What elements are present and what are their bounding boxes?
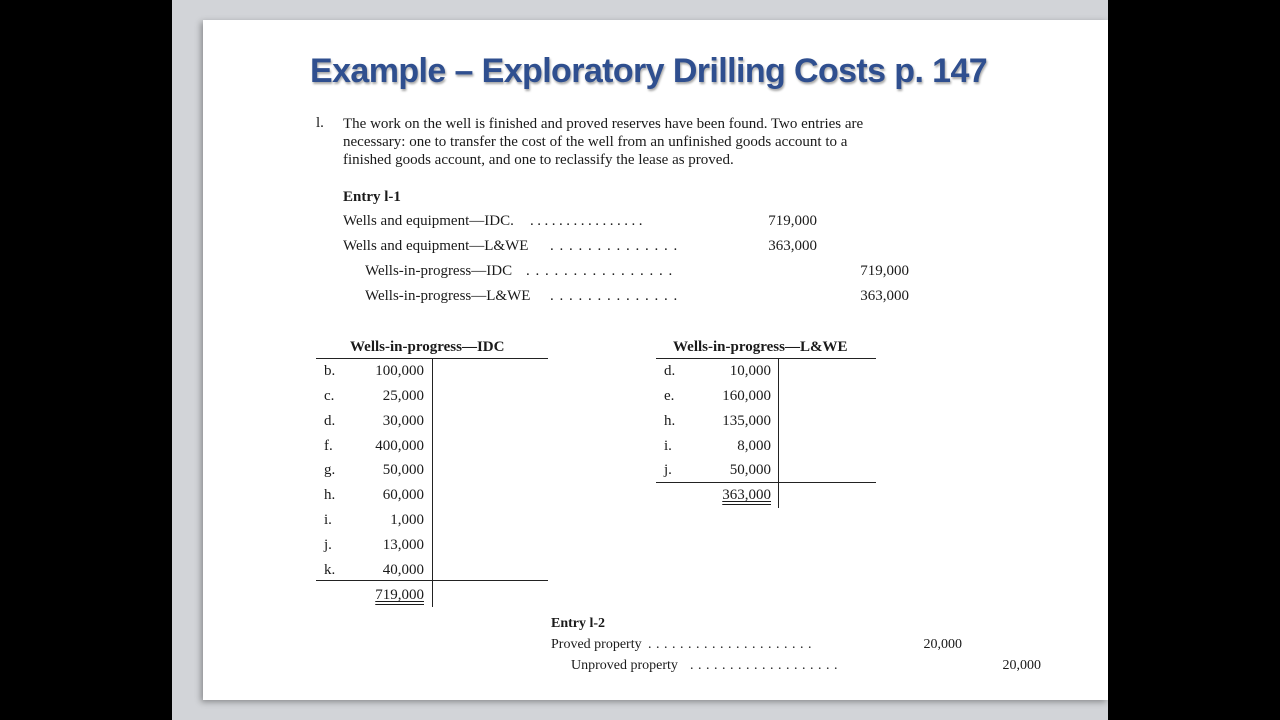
entry2-account-1: Proved property xyxy=(551,637,642,652)
entry1-leader-4: . . . . . . . . . . . . . . xyxy=(550,288,679,304)
entry1-leader-3: . . . . . . . . . . . . . . . . xyxy=(526,263,674,279)
t-idc-amount-3: 30,000 xyxy=(382,413,424,429)
t-lwe-label-3: h. xyxy=(664,413,676,429)
t-idc-label-6: h. xyxy=(324,487,336,503)
entry1-account-2: Wells and equipment—L&WE xyxy=(343,238,529,254)
t-lwe-total-rule xyxy=(656,482,876,483)
t-lwe-divider xyxy=(778,358,779,508)
t-idc-amount-8: 13,000 xyxy=(382,537,424,553)
t-idc-total: 719,000 xyxy=(375,587,424,603)
t-idc-divider xyxy=(432,358,433,607)
entry2-leader-2: . . . . . . . . . . . . . . . . . . . xyxy=(690,658,838,673)
entry1-debit-1: 719,000 xyxy=(768,213,817,229)
item-number: l. xyxy=(316,115,324,131)
t-idc-label-4: f. xyxy=(324,438,333,454)
t-lwe-top-rule xyxy=(656,358,876,359)
t-lwe-label-1: d. xyxy=(664,363,676,379)
entry2-leader-1: . . . . . . . . . . . . . . . . . . . . . xyxy=(648,637,812,652)
t-lwe-amount-1: 10,000 xyxy=(729,363,771,379)
t-lwe-amount-2: 160,000 xyxy=(722,388,771,404)
t-idc-label-3: d. xyxy=(324,413,336,429)
entry2-account-2: Unproved property xyxy=(571,658,678,673)
entry1-debit-2: 363,000 xyxy=(768,238,817,254)
t-idc-amount-6: 60,000 xyxy=(382,487,424,503)
entry1-account-1: Wells and equipment—IDC. xyxy=(343,213,514,229)
t-lwe-label-2: e. xyxy=(664,388,675,404)
t-lwe-amount-4: 8,000 xyxy=(737,438,771,454)
t-idc-label-8: j. xyxy=(324,537,332,553)
t-idc-total-rule xyxy=(316,580,548,581)
paragraph-line-2: necessary: one to transfer the cost of the well from an unfinished goods account to a xyxy=(343,134,848,150)
t-idc-title: Wells-in-progress—IDC xyxy=(350,339,505,355)
t-lwe-amount-3: 135,000 xyxy=(722,413,771,429)
entry1-leader-1: ................ xyxy=(530,213,646,229)
t-idc-label-2: c. xyxy=(324,388,335,404)
paragraph-line-1: The work on the well is finished and proved reserves have been found. Two entries are xyxy=(343,116,864,132)
t-lwe-amount-5: 50,000 xyxy=(729,462,771,478)
entry1-heading: Entry l-1 xyxy=(343,189,401,205)
entry2-heading: Entry l-2 xyxy=(551,616,606,631)
entry2-debit-1: 20,000 xyxy=(923,637,962,652)
t-lwe-total: 363,000 xyxy=(722,487,771,503)
t-idc-amount-9: 40,000 xyxy=(382,562,424,578)
t-idc-label-7: i. xyxy=(324,512,332,528)
entry1-leader-2: . . . . . . . . . . . . . . xyxy=(550,238,679,254)
slide-title: Example – Exploratory Drilling Costs p. 147 xyxy=(310,52,988,90)
t-idc-amount-7: 1,000 xyxy=(390,512,424,528)
paragraph-line-3: finished goods account, and one to reclassify the lease as proved. xyxy=(343,152,734,168)
t-lwe-title: Wells-in-progress—L&WE xyxy=(673,339,848,355)
t-lwe-label-5: j. xyxy=(664,462,672,478)
entry1-credit-3: 719,000 xyxy=(860,263,909,279)
entry2-credit-2: 20,000 xyxy=(1002,658,1041,673)
t-idc-amount-4: 400,000 xyxy=(375,438,424,454)
t-lwe-label-4: i. xyxy=(664,438,672,454)
entry1-account-4: Wells-in-progress—L&WE xyxy=(365,288,531,304)
t-idc-label-9: k. xyxy=(324,562,336,578)
t-idc-amount-2: 25,000 xyxy=(382,388,424,404)
t-idc-amount-1: 100,000 xyxy=(375,363,424,379)
t-idc-label-5: g. xyxy=(324,462,336,478)
t-idc-amount-5: 50,000 xyxy=(382,462,424,478)
entry1-account-3: Wells-in-progress—IDC xyxy=(365,263,513,279)
entry1-credit-4: 363,000 xyxy=(860,288,909,304)
t-idc-label-1: b. xyxy=(324,363,336,379)
